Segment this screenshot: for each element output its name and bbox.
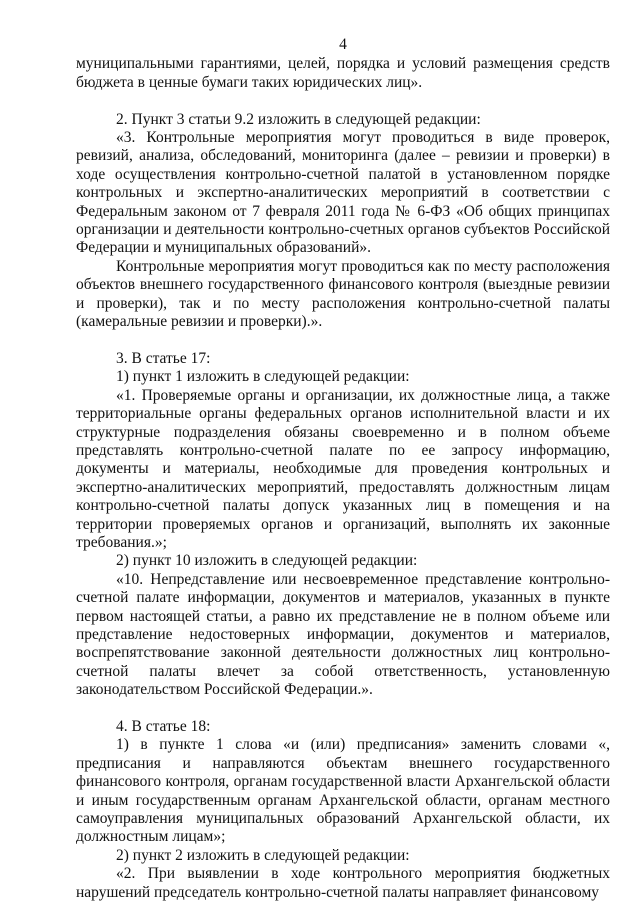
paragraph: 2. Пункт 3 статьи 9.2 изложить в следующей редакции: bbox=[116, 110, 481, 128]
paragraph: 3. В статье 17: bbox=[116, 349, 211, 367]
document-body bbox=[76, 55, 610, 902]
paragraph: Контрольные мероприятия могут проводиться как по месту расположения объектов внешнего государственного финансового контроля (выездные ревизии и проверки), так и по месту расположения контрольно-счетной палаты (камеральные ревизии и проверки).». bbox=[76, 257, 610, 331]
paragraph: муниципальными гарантиями, целей, порядка и условий размещения средств бюджета в ценные бумаги таких юридических лиц». bbox=[76, 55, 610, 91]
paragraph: 2) пункт 10 изложить в следующей редакции: bbox=[116, 552, 418, 570]
paragraph: «10. Непредставление или несвоевременное представление контрольно-счетной палате информации, документов и материалов, указанных в пункте первом настоящей статьи, а равно их представление не в полном объеме или представление недостоверных информации, документов и материалов, воспрепятствование законной деятельности должностных лиц контрольно-счетной палаты влечет за собой ответственность, установленную законодательством Российской Федерации.». bbox=[76, 570, 610, 699]
paragraph: «2. При выявлении в ходе контрольного мероприятия бюджетных нарушений председатель контрольно-счетной палаты направляет финансовому bbox=[76, 865, 610, 901]
paragraph: 1) пункт 1 изложить в следующей редакции: bbox=[116, 368, 410, 386]
paragraph: 4. В статье 18: bbox=[116, 717, 211, 735]
paragraph: 2) пункт 2 изложить в следующей редакции: bbox=[116, 846, 410, 864]
paragraph: 1) в пункте 1 слова «и (или) предписания» заменить словами «, предписания и направляются объектам внешнего государственного финансового контроля, органам государственной власти Архангельской области и иным государственным органам Архангельской области, органам местного самоуправления муниципальных образований Архангельской области, их должностным лицам»; bbox=[76, 736, 610, 846]
paragraph: «3. Контрольные мероприятия могут проводиться в виде проверок, ревизий, анализа, обследований, мониторинга (далее – ревизии и проверки) в ходе осуществления контрольно-счетной палатой в установленном порядке контрольных и экспертно-аналитических мероприятий в соответствии с Федеральным законом от 7 февраля 2011 года № 6-ФЗ «Об общих принципах организации и деятельности контрольно-счетных органов субъектов Российской Федерации и муниципальных образований». bbox=[76, 129, 610, 257]
document-page bbox=[76, 36, 610, 902]
page-number: 4 bbox=[339, 36, 347, 53]
paragraph: «1. Проверяемые органы и организации, их должностные лица, а также территориальные органы федеральных органов исполнительной власти и их структурные подразделения обязаны своевременно и в полном объеме представлять контрольно-счетной палате по ее запросу информацию, документы и материалы, необходимые для проведения контрольных и экспертно-аналитических мероприятий, предоставлять должностным лицам контрольно-счетной палаты допуск указанных лиц в помещения и на территории проверяемых органов и организаций, выполнять их законные требования.»; bbox=[76, 386, 610, 551]
